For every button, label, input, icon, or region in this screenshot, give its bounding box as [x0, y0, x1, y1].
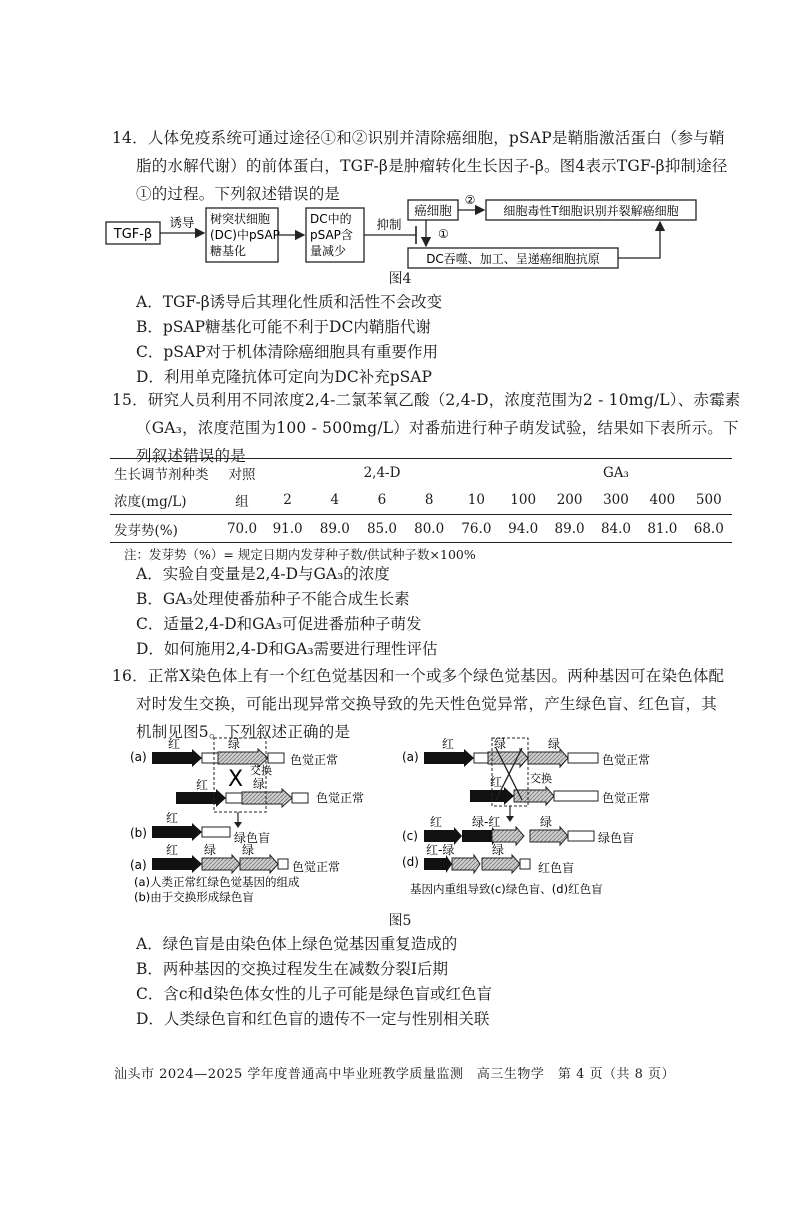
right-a-label: (a) — [402, 750, 419, 764]
left-b-greenblind: 绿色盲 — [234, 831, 271, 845]
tail — [202, 827, 230, 837]
dc-to-ctl-arrow — [618, 222, 660, 258]
q14-stem-line1: 14．人体免疫系统可通过途径①和②识别并清除癌细胞，pSAP是鞘脂激活蛋白（参与鞘 — [112, 129, 725, 147]
q14-option-a[interactable]: A．TGF-β诱导后其理化性质和活性不会改变 — [136, 293, 443, 311]
legend-b: (b)由于交换形成绿色盲 — [134, 890, 254, 904]
q14-option-b[interactable]: B．pSAP糖基化可能不利于DC内鞘脂代谢 — [136, 318, 431, 336]
left-a3-red: 红 — [166, 843, 179, 857]
value-cell: 76.0 — [453, 515, 500, 543]
right-c-red: 红 — [430, 815, 443, 829]
red-gene-arrow — [424, 749, 474, 767]
conc-cell: 8 — [424, 492, 434, 509]
q16-option-b[interactable]: B．两种基因的交换过程发生在减数分裂Ⅰ后期 — [136, 960, 449, 978]
right-a-red: 红 — [442, 737, 455, 751]
right-d-redgreen: 红-绿 — [426, 843, 455, 857]
crossover-x: X — [228, 767, 244, 792]
figure-4-caption: 图4 — [388, 271, 412, 287]
control-value: 70.0 — [220, 515, 264, 543]
left-a-red: 红 — [168, 737, 181, 751]
right-a2-normal: 色觉正常 — [602, 791, 651, 805]
green-gene-arrow — [240, 855, 278, 873]
q15-stem-line3: 列叙述错误的是 — [136, 447, 246, 465]
conc-cell: 4 — [330, 492, 340, 509]
q16-stem-line2: 对时发生交换，可能出现异常交换导致的先天性色觉异常，产生绿色盲、红色盲，其 — [136, 695, 717, 713]
value-cell: 85.0 — [358, 515, 405, 543]
tail — [568, 831, 594, 841]
q15-options — [136, 562, 438, 662]
left-a-normal: 色觉正常 — [290, 753, 339, 767]
right-c-label: (c) — [402, 829, 418, 843]
arrowhead — [234, 822, 242, 828]
red-gene-arrow — [152, 749, 202, 767]
q15-option-d[interactable]: D．如何施用2,4-D和GA₃需要进行理性评估 — [136, 640, 438, 658]
left-b-label: (b) — [130, 826, 147, 840]
q16-stem-line3: 机制见图5。下列叙述正确的是 — [136, 723, 351, 741]
q15-option-b[interactable]: B．GA₃处理使番茄种子不能合成生长素 — [136, 590, 410, 608]
value-cell: 81.0 — [639, 515, 685, 543]
spacer — [202, 753, 218, 763]
tail — [520, 859, 530, 869]
conc-cell: 200 — [556, 492, 583, 509]
conc-cell: 300 — [603, 492, 629, 509]
growth-table-wrapper — [110, 458, 732, 543]
green-gene-arrow — [482, 855, 520, 873]
dc-process-label: DC吞噬、加工、呈递癌细胞抗原 — [426, 252, 600, 266]
right-c-greenblind: 绿色盲 — [598, 831, 635, 845]
psap-l3: 量减少 — [310, 244, 347, 258]
conc-cell: 100 — [510, 492, 537, 509]
q15-stem-line1: 15．研究人员利用不同浓度2,4-二氯苯氧乙酸（2,4-D，浓度范围为2 - 10mg/L）、赤霉素 — [112, 391, 741, 409]
spacer — [474, 753, 488, 763]
arrowhead — [506, 816, 514, 822]
q14-stem-line3: ①的过程。下列叙述错误的是 — [136, 185, 341, 203]
right-a-green2: 绿 — [548, 737, 561, 751]
group-24d-header: 2,4-D — [264, 459, 500, 487]
green-gene-arrow — [242, 789, 292, 807]
right-d-redblind: 红色盲 — [538, 861, 575, 875]
q16-option-a[interactable]: A．绿色盲是由染色体上绿色觉基因重复造成的 — [136, 935, 458, 953]
left-a-label: (a) — [130, 750, 147, 764]
page-footer: 汕头市 2024—2025 学年度普通高中毕业班教学质量监测 高三生物学 第 4 页（共 8 页） — [114, 1067, 676, 1082]
q15-option-a[interactable]: A．实验自变量是2,4-D与GA₃的浓度 — [136, 565, 390, 583]
spacer — [226, 793, 242, 803]
exchange-label: 交换 — [250, 764, 272, 777]
left-a-green: 绿 — [228, 737, 241, 751]
conc-cell: 400 — [649, 492, 676, 509]
psap-l2: pSAP含 — [310, 228, 353, 242]
q16-option-d[interactable]: D．人类绿色盲和红色盲的遗传不一定与性别相关联 — [136, 1010, 490, 1028]
value-cell: 80.0 — [406, 515, 453, 543]
value-cell: 89.0 — [546, 515, 592, 543]
right-a-normal: 色觉正常 — [602, 753, 651, 767]
right-a2-red: 红 — [490, 775, 503, 789]
q15-stem-line2: （GA₃，浓度范围为100 - 500mg/L）对番茄进行种子萌发试验，结果如下表所示。下 — [136, 419, 739, 437]
value-cell: 91.0 — [264, 515, 311, 543]
left-a3-green2: 绿 — [242, 843, 255, 857]
red-gene-arrow — [152, 855, 202, 873]
growth-regulator-table — [110, 458, 732, 543]
control-header-l1: 对照 — [220, 459, 264, 487]
legend-right: 基因内重组导致(c)绿色盲、(d)红色盲 — [410, 882, 603, 896]
left-b-red: 红 — [166, 811, 179, 825]
left-a2-red: 红 — [196, 778, 209, 792]
q14-option-c[interactable]: C．pSAP对于机体清除癌细胞具有重要作用 — [136, 343, 439, 361]
right-c-greenred: 绿-红 — [472, 815, 501, 829]
right-d-label: (d) — [402, 855, 419, 869]
green-gene-arrow — [202, 855, 240, 873]
right-exchange-label: 交换 — [530, 772, 552, 785]
figure-5-caption: 图5 — [388, 913, 412, 929]
tail — [268, 753, 284, 763]
induce-label: 诱导 — [169, 215, 195, 230]
green-gene-arrow — [530, 827, 568, 845]
path1-label: ① — [438, 227, 449, 241]
path2-label: ② — [464, 193, 476, 207]
value-cell: 94.0 — [500, 515, 546, 543]
conc-cell: 500 — [695, 492, 722, 509]
row3-label: 发芽势(%) — [110, 515, 220, 543]
tail — [554, 791, 598, 801]
q15-option-c[interactable]: C．适量2,4-D和GA₃可促进番茄种子萌发 — [136, 615, 422, 633]
tail — [278, 859, 288, 869]
q16-options — [136, 932, 492, 1032]
q16-stem-line1: 16．正常X染色体上有一个红色觉基因和一个或多个绿色觉基因。两种基因可在染色体配 — [112, 667, 725, 685]
value-cell: 84.0 — [593, 515, 639, 543]
left-a3-normal: 色觉正常 — [292, 860, 341, 874]
row1-label: 生长调节剂种类 — [110, 459, 220, 487]
tgf-label: TGF-β — [113, 227, 153, 242]
conc-cell: 6 — [377, 492, 387, 509]
tail — [292, 793, 308, 803]
right-c-green: 绿 — [540, 815, 553, 829]
hybrid-arrow-dark — [424, 855, 452, 873]
red-gene-arrow — [152, 823, 202, 841]
right-a-green: 绿 — [494, 737, 507, 751]
q14-option-d[interactable]: D．利用单克隆抗体可定向为DC补充pSAP — [136, 368, 432, 386]
tail — [568, 753, 598, 763]
conc-cell: 10 — [467, 492, 485, 509]
inhibit-label: 抑制 — [376, 217, 402, 232]
dc-glyco-l3: 糖基化 — [210, 244, 247, 258]
group-ga3-header: GA₃ — [500, 459, 732, 487]
left-a3-green: 绿 — [204, 843, 217, 857]
value-cell: 89.0 — [311, 515, 358, 543]
cancer-cell-label: 癌细胞 — [414, 203, 452, 218]
row2-label: 浓度(mg/L) — [114, 494, 187, 511]
green-gene-arrow — [528, 749, 568, 767]
dc-glyco-l2: (DC)中pSAP — [210, 228, 280, 242]
dc-glyco-l1: 树突状细胞 — [210, 212, 271, 226]
q14-options — [136, 290, 442, 390]
q15-note: 注：发芽势（%）= 规定日期内发芽种子数/供试种子数×100% — [124, 547, 476, 562]
hybrid-arrow-light — [452, 855, 480, 873]
right-d-green: 绿 — [492, 843, 505, 857]
conc-cell: 2 — [283, 492, 292, 509]
legend-a: (a)人类正常红绿色觉基因的组成 — [134, 875, 300, 889]
psap-l1: DC中的 — [310, 212, 352, 226]
ctl-label: 细胞毒性T细胞识别并裂解癌细胞 — [503, 204, 679, 218]
value-cell: 68.0 — [686, 515, 732, 543]
left-a2-green: 绿 — [253, 777, 266, 791]
control-header-l2: 组 — [235, 494, 249, 511]
q16-option-c[interactable]: C．含c和d染色体女性的儿子可能是绿色盲或红色盲 — [136, 985, 492, 1003]
left-a3-label: (a) — [130, 858, 147, 872]
left-a2-normal: 色觉正常 — [316, 791, 365, 805]
q14-stem-line2: 脂的水解代谢）的前体蛋白，TGF-β是肿瘤转化生长因子-β。图4表示TGF-β抑制途径 — [136, 157, 728, 175]
figure-5-diagram — [120, 734, 680, 904]
green-gene-arrow — [488, 749, 528, 767]
